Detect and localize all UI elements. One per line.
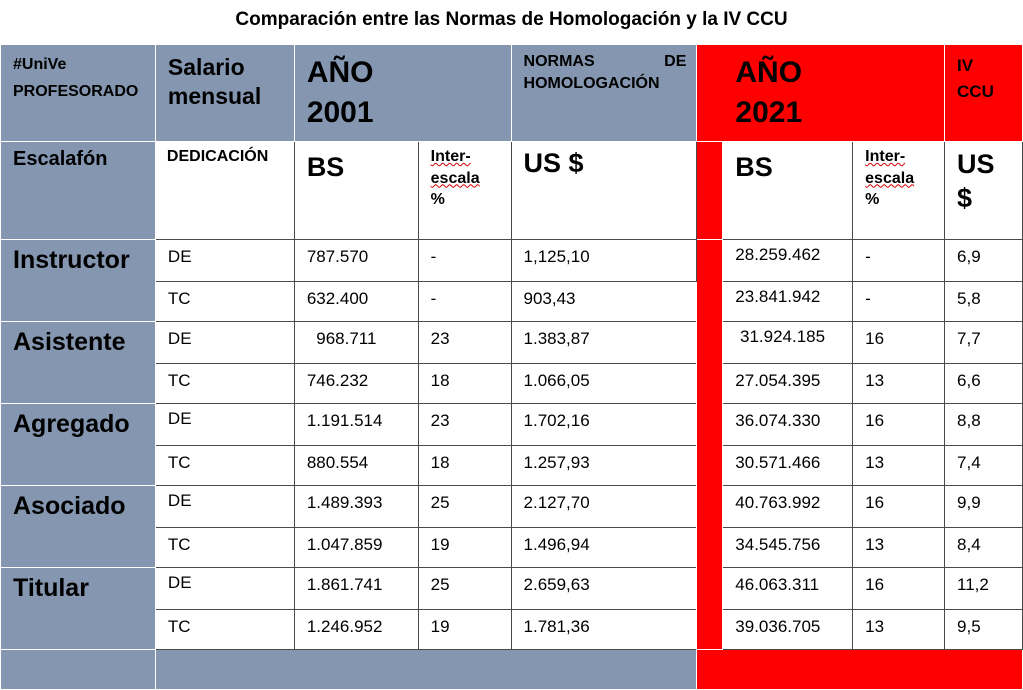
usd-2021-value: 5,8: [957, 289, 981, 308]
inter-2021-value: 13: [865, 535, 885, 554]
inter-2001-value: 19: [430, 535, 450, 554]
normas-header-cell: [511, 45, 697, 142]
dedication-value: DE: [167, 409, 192, 428]
bs-2021-value: 30.571.466: [735, 453, 821, 472]
rank-label: Asistente: [13, 328, 126, 356]
usd-2001-value: 1.257,93: [523, 453, 590, 472]
dedication-value: TC: [167, 453, 191, 472]
dedication-value: TC: [167, 289, 191, 308]
rank-cell: [1, 240, 156, 322]
salario-label: Salario: [167, 54, 245, 80]
inter-2001-label-a: Inter-: [430, 148, 471, 165]
footer-cell: [697, 650, 1023, 690]
bs-2001-label: BS: [306, 152, 345, 182]
rank-cell: [1, 322, 156, 404]
usd-2021-value: 6,6: [957, 371, 981, 390]
usd-2021-value: 7,7: [957, 329, 981, 348]
dedication-value: DE: [167, 247, 192, 266]
rank-label: Agregado: [13, 410, 130, 438]
inter-2001-value: 23: [430, 411, 450, 430]
year-2021-label-a: AÑO: [735, 56, 803, 89]
homologacion-label: HOMOLOGACIÓN: [523, 75, 660, 93]
year-2021-header-cell: [697, 45, 945, 142]
dedication-value: TC: [167, 617, 191, 636]
table-body: [1, 45, 1023, 690]
bs-2001-value: 632.400: [306, 289, 369, 308]
footer-cell: [1, 650, 156, 690]
red-gap-cell: [697, 240, 723, 650]
footer-row: [1, 650, 1023, 690]
inter-2021-label-c: %: [865, 191, 880, 209]
inter-2021-value: 16: [865, 493, 885, 512]
footer-cell: [155, 650, 696, 690]
inter-2001-value: 25: [430, 493, 450, 512]
inter-2001-value: 18: [430, 371, 450, 390]
inter-2001-label-b: escala: [430, 169, 480, 187]
bs-2021-value: 39.036.705: [735, 617, 821, 636]
inter-2021-value: 16: [865, 329, 885, 348]
usd-2021-value: 8,4: [957, 535, 981, 554]
inter-2021-label-b: escala: [865, 169, 915, 187]
salario-header-cell: [155, 45, 294, 142]
inter-2021-value: -: [865, 289, 871, 308]
bs-2021-value: 28.259.462: [735, 245, 821, 264]
rank-cell: [1, 404, 156, 486]
bs-2021-label: BS: [735, 152, 773, 182]
inter-2001-value: -: [430, 289, 437, 308]
bs-2001-header-cell: [294, 142, 418, 240]
inter-2021-label-a: Inter-: [865, 148, 906, 165]
bs-2001-value: 1.047.859: [306, 535, 383, 554]
header-row: [1, 45, 1023, 142]
rank-cell: [1, 486, 156, 568]
dedication-value: DE: [167, 329, 192, 348]
inter-2021-value: 16: [865, 575, 885, 594]
bs-2001-value: 968.711: [306, 329, 377, 348]
de-label: DE: [664, 53, 687, 70]
bs-2021-value: 34.545.756: [735, 535, 821, 554]
table-row: [1, 240, 1023, 282]
year-2001-label-b: 2001: [306, 95, 374, 129]
usd-2001-value: 1.066,05: [523, 371, 590, 390]
inter-2001-value: -: [430, 247, 437, 266]
dedicacion-label: DEDICACIÓN: [166, 148, 269, 165]
page-title: Comparación entre las Normas de Homologación y la IV CCU: [235, 9, 788, 30]
mensual-label: mensual: [167, 82, 262, 109]
subheader-row: [1, 142, 1023, 240]
dedication-value: TC: [167, 535, 191, 554]
table-row: [1, 568, 1023, 610]
bs-2001-value: 746.232: [306, 371, 369, 390]
table-row: [1, 322, 1023, 364]
usd-2001-header-cell: [511, 142, 697, 240]
usd-2021-header-cell: [945, 142, 1023, 240]
usd-2021-value: 11,2: [957, 575, 989, 594]
rank-label: Asociado: [13, 492, 126, 520]
usd-2001-value: 2.659,63: [523, 575, 590, 594]
bs-2001-value: 1.191.514: [306, 411, 383, 430]
inter-2021-value: 13: [865, 453, 885, 472]
bs-2021-value: 23.841.942: [735, 287, 821, 306]
bs-2001-value: 880.554: [306, 453, 369, 472]
usd-2021-value: 7,4: [957, 453, 981, 472]
usd-2001-value: 1.496,94: [523, 535, 590, 554]
table-row: [1, 486, 1023, 528]
bs-2021-value: 31.924.185: [735, 327, 826, 346]
inter-2021-header-cell: [853, 142, 945, 240]
inter-2021-value: 16: [865, 411, 885, 430]
usd-2001-value: 1.702,16: [523, 411, 590, 430]
escalafon-cell: [1, 142, 156, 240]
bs-2021-header-cell: [723, 142, 853, 240]
dedication-value: DE: [167, 491, 192, 510]
inter-2021-value: 13: [865, 617, 885, 636]
usd-2001-value: 1.383,87: [523, 329, 590, 348]
dedication-value: DE: [167, 573, 192, 592]
usd-2021-label-b: $: [957, 182, 973, 213]
profesorado-label: PROFESORADO: [13, 83, 139, 101]
usd-2021-value: 9,5: [957, 617, 981, 636]
inter-2001-value: 19: [430, 617, 450, 636]
inter-2021-value: -: [865, 247, 871, 266]
year-2001-header-cell: [294, 45, 511, 142]
usd-2021-value: 8,8: [957, 411, 981, 430]
comparison-table: [0, 44, 1023, 690]
table-row: [1, 404, 1023, 446]
usd-2001-value: 903,43: [523, 289, 576, 308]
inter-2001-value: 18: [430, 453, 450, 472]
year-2021-label-b: 2021: [735, 95, 803, 129]
usd-2001-value: 2.127,70: [523, 493, 590, 512]
bs-2021-value: 36.074.330: [735, 411, 821, 430]
usd-2021-value: 9,9: [957, 493, 981, 512]
bs-2001-value: 1.246.952: [306, 617, 383, 636]
bs-2021-value: 40.763.992: [735, 493, 821, 512]
inter-2001-value: 25: [430, 575, 450, 594]
rank-label: Titular: [13, 574, 89, 602]
ccu-header-cell: [945, 45, 1023, 142]
inter-2001-label-c: %: [430, 191, 445, 209]
dedicacion-cell: [155, 142, 294, 240]
rank-cell: [1, 568, 156, 650]
bs-2021-value: 46.063.311: [735, 575, 820, 594]
usd-2021-value: 6,9: [957, 247, 981, 266]
univ-tag: #UniVe: [13, 56, 67, 73]
escalafon-label: Escalafón: [13, 148, 108, 170]
dedication-value: TC: [167, 371, 191, 390]
inter-2021-value: 13: [865, 371, 885, 390]
year-2001-label-a: AÑO: [306, 56, 374, 89]
bs-2001-value: 787.570: [306, 247, 369, 266]
normas-label: NORMAS: [523, 53, 595, 70]
usd-2001-label: US $: [523, 148, 584, 178]
univ-header-cell: [1, 45, 156, 142]
bs-2001-value: 1.489.393: [306, 493, 383, 512]
usd-2001-value: 1.781,36: [523, 617, 590, 636]
ccu-label-a: IV: [957, 56, 974, 75]
bs-2001-value: 1.861.741: [306, 575, 383, 594]
ccu-label-b: CCU: [957, 81, 994, 101]
rank-label: Instructor: [13, 246, 130, 274]
usd-2001-value: 1,125,10: [523, 247, 590, 266]
inter-2001-value: 23: [430, 329, 450, 348]
red-gap-cell: [697, 142, 723, 240]
usd-2021-label-a: US: [957, 149, 995, 179]
bs-2021-value: 27.054.395: [735, 371, 821, 390]
inter-2001-header-cell: [418, 142, 511, 240]
